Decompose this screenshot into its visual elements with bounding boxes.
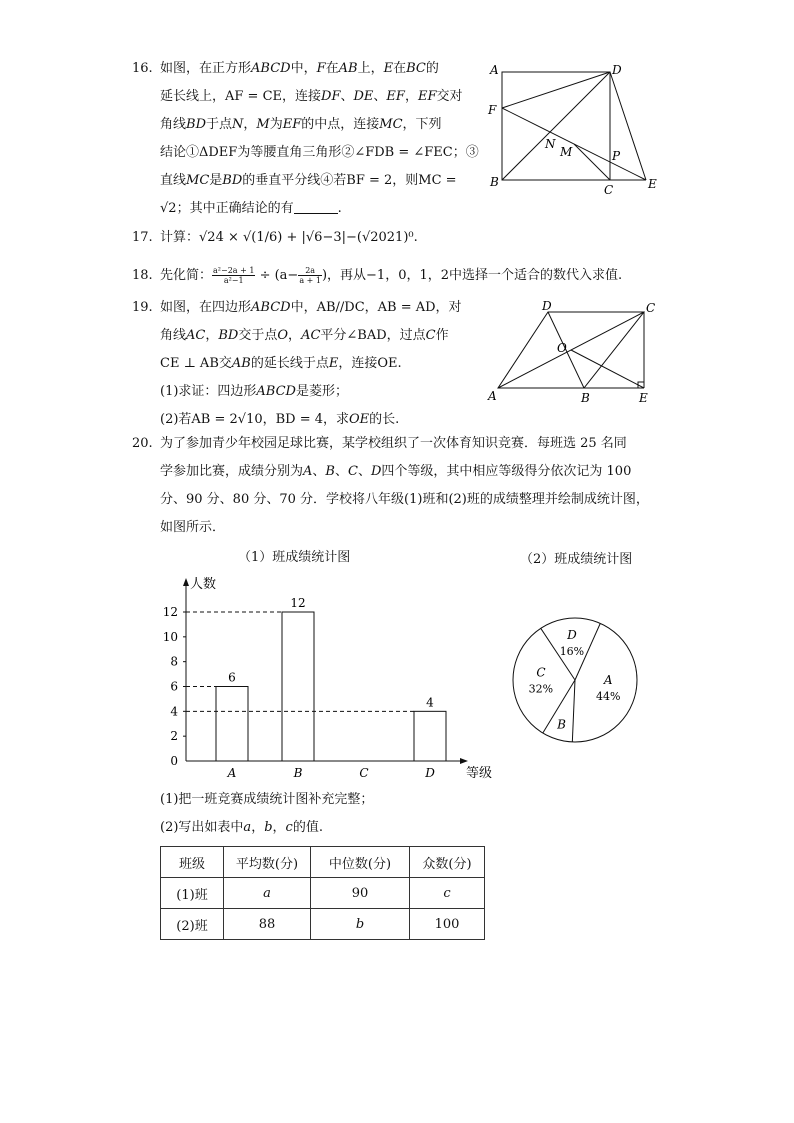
- bar: [414, 711, 446, 761]
- point-D: D: [612, 63, 622, 77]
- math-expression: √24 × √(1/6) + |√6−3|−(√2021)⁰.: [199, 230, 418, 245]
- y-tick-label: 10: [162, 629, 178, 644]
- x-tick-label: D: [425, 766, 435, 780]
- question-number: 18.: [132, 268, 153, 283]
- y-tick-label: 2: [170, 729, 178, 744]
- question-number: 16.: [132, 61, 153, 76]
- answer-blank: [294, 199, 338, 214]
- table-cell: 88: [224, 909, 311, 940]
- point-M: M: [560, 145, 573, 159]
- question-text: 为了参加青少年校园足球比赛，某学校组织了一次体育知识竞赛．每班选 25 名同 学参加比赛，成绩分别为A、B、C、D四个等级，其中相应等级得分依次记为 100 分、90 分、80 分、70 分．学校将八年级(1)班和(2)班的成绩整理并绘制成统计图， 如图所示．: [160, 436, 649, 535]
- table-row: [161, 909, 485, 940]
- y-tick-label: 4: [170, 704, 178, 719]
- y-tick-label: 12: [162, 605, 178, 619]
- x-tick-label: A: [227, 766, 237, 780]
- question-text: 计算：: [160, 230, 200, 245]
- question-text: 如图，在四边形ABCD中，AB//DC，AB = AD，对 角线AC，BD交于点O，AC平分∠BAD，过点C作 CE ⊥ AB交AB的延长线于点E，连接OE. (1)求证：四边形ABCD是菱形； (2)若AB = 2√10，BD = 4，求OE的长.: [160, 300, 462, 427]
- table-cell: a: [224, 878, 311, 909]
- score-table: [160, 846, 485, 940]
- figure-19-rhombus: [484, 298, 664, 406]
- point-D: D: [542, 299, 552, 313]
- pie-slice-label: A: [603, 672, 613, 687]
- table-header: 众数(分): [410, 847, 485, 878]
- y-axis-label: 人数: [190, 577, 217, 592]
- x-axis-label: 等级: [466, 766, 493, 781]
- x-tick-label: B: [293, 766, 303, 780]
- question-20-parts: [160, 786, 660, 842]
- question-text: 先化简：: [160, 268, 213, 283]
- point-C: C: [604, 183, 614, 197]
- table-cell: c: [410, 878, 485, 909]
- bar-value-label: 4: [426, 695, 434, 710]
- table-cell: b: [311, 909, 410, 940]
- pie-slice-label: B: [557, 717, 566, 732]
- bar-chart-title: （1）班成绩统计图: [238, 550, 351, 565]
- bar: [216, 687, 248, 762]
- table-cell: (2)班: [161, 909, 224, 940]
- y-tick-label: 8: [170, 654, 178, 669]
- table-cell: 100: [410, 909, 485, 940]
- point-B: B: [490, 175, 499, 189]
- y-tick-label: 6: [170, 679, 178, 694]
- figure-16-square: [484, 58, 664, 198]
- table-header: 平均数(分): [224, 847, 311, 878]
- table-header: 中位数(分): [311, 847, 410, 878]
- x-axis-arrow: [460, 758, 468, 764]
- pie-slice-label: D: [567, 627, 577, 642]
- bar-value-label: 12: [290, 596, 306, 610]
- pie-chart: [505, 610, 645, 750]
- question-number: 17.: [132, 230, 153, 245]
- point-N: N: [545, 137, 556, 151]
- point-E: E: [639, 391, 648, 405]
- point-P: P: [612, 149, 621, 163]
- point-A: A: [490, 63, 499, 77]
- bar-chart: [150, 572, 500, 787]
- point-O: O: [557, 341, 567, 355]
- table-row: [161, 878, 485, 909]
- table-header-row: [161, 847, 485, 878]
- point-A: A: [488, 389, 497, 403]
- table-cell: (1)班: [161, 878, 224, 909]
- point-E: E: [648, 177, 657, 191]
- pie-slice-value: 32%: [528, 682, 554, 696]
- y-axis-arrow: [183, 578, 189, 586]
- fraction-2: $\frac{2a}{a + 1}$: [299, 266, 321, 285]
- sub-question-2: (2)写出如表中a，b，c的值.: [160, 820, 323, 835]
- pie-slice-label: C: [536, 665, 546, 680]
- fraction-1: $\frac{\text{a²−2a + 1}}{\text{a²−1}}$: [213, 266, 255, 285]
- table-cell: 90: [311, 878, 410, 909]
- question-number: 19.: [132, 300, 153, 315]
- sub-question-1: (1)把一班竞赛成绩统计图补充完整；: [160, 792, 374, 807]
- bar: [282, 612, 314, 761]
- y-tick-label: 0: [170, 754, 178, 768]
- table-header: 班级: [161, 847, 224, 878]
- x-tick-label: C: [359, 766, 369, 780]
- pie-chart-title: （2）班成绩统计图: [520, 552, 633, 567]
- question-number: 20.: [132, 436, 153, 451]
- question-text: 如图，在正方形ABCD中，F在AB上，E在BC的 延长线上，AF = CE，连接DF、DE、EF，EF交对 角线BD于点N，M为EF的中点，连接MC，下列 结论①ΔDEF为等腰直角三角形②∠FDB = ∠FEC；③ 直线MC是BD的垂直平分线④若BF = 2，则MC = √2；其中正确结论的有 .: [160, 61, 479, 216]
- bar-value-label: 6: [228, 670, 236, 685]
- pie-slice-value: 44%: [595, 689, 621, 703]
- point-F: F: [488, 103, 497, 117]
- point-C: C: [646, 301, 656, 315]
- pie-slice-value: 16%: [559, 644, 585, 658]
- point-B: B: [581, 391, 590, 405]
